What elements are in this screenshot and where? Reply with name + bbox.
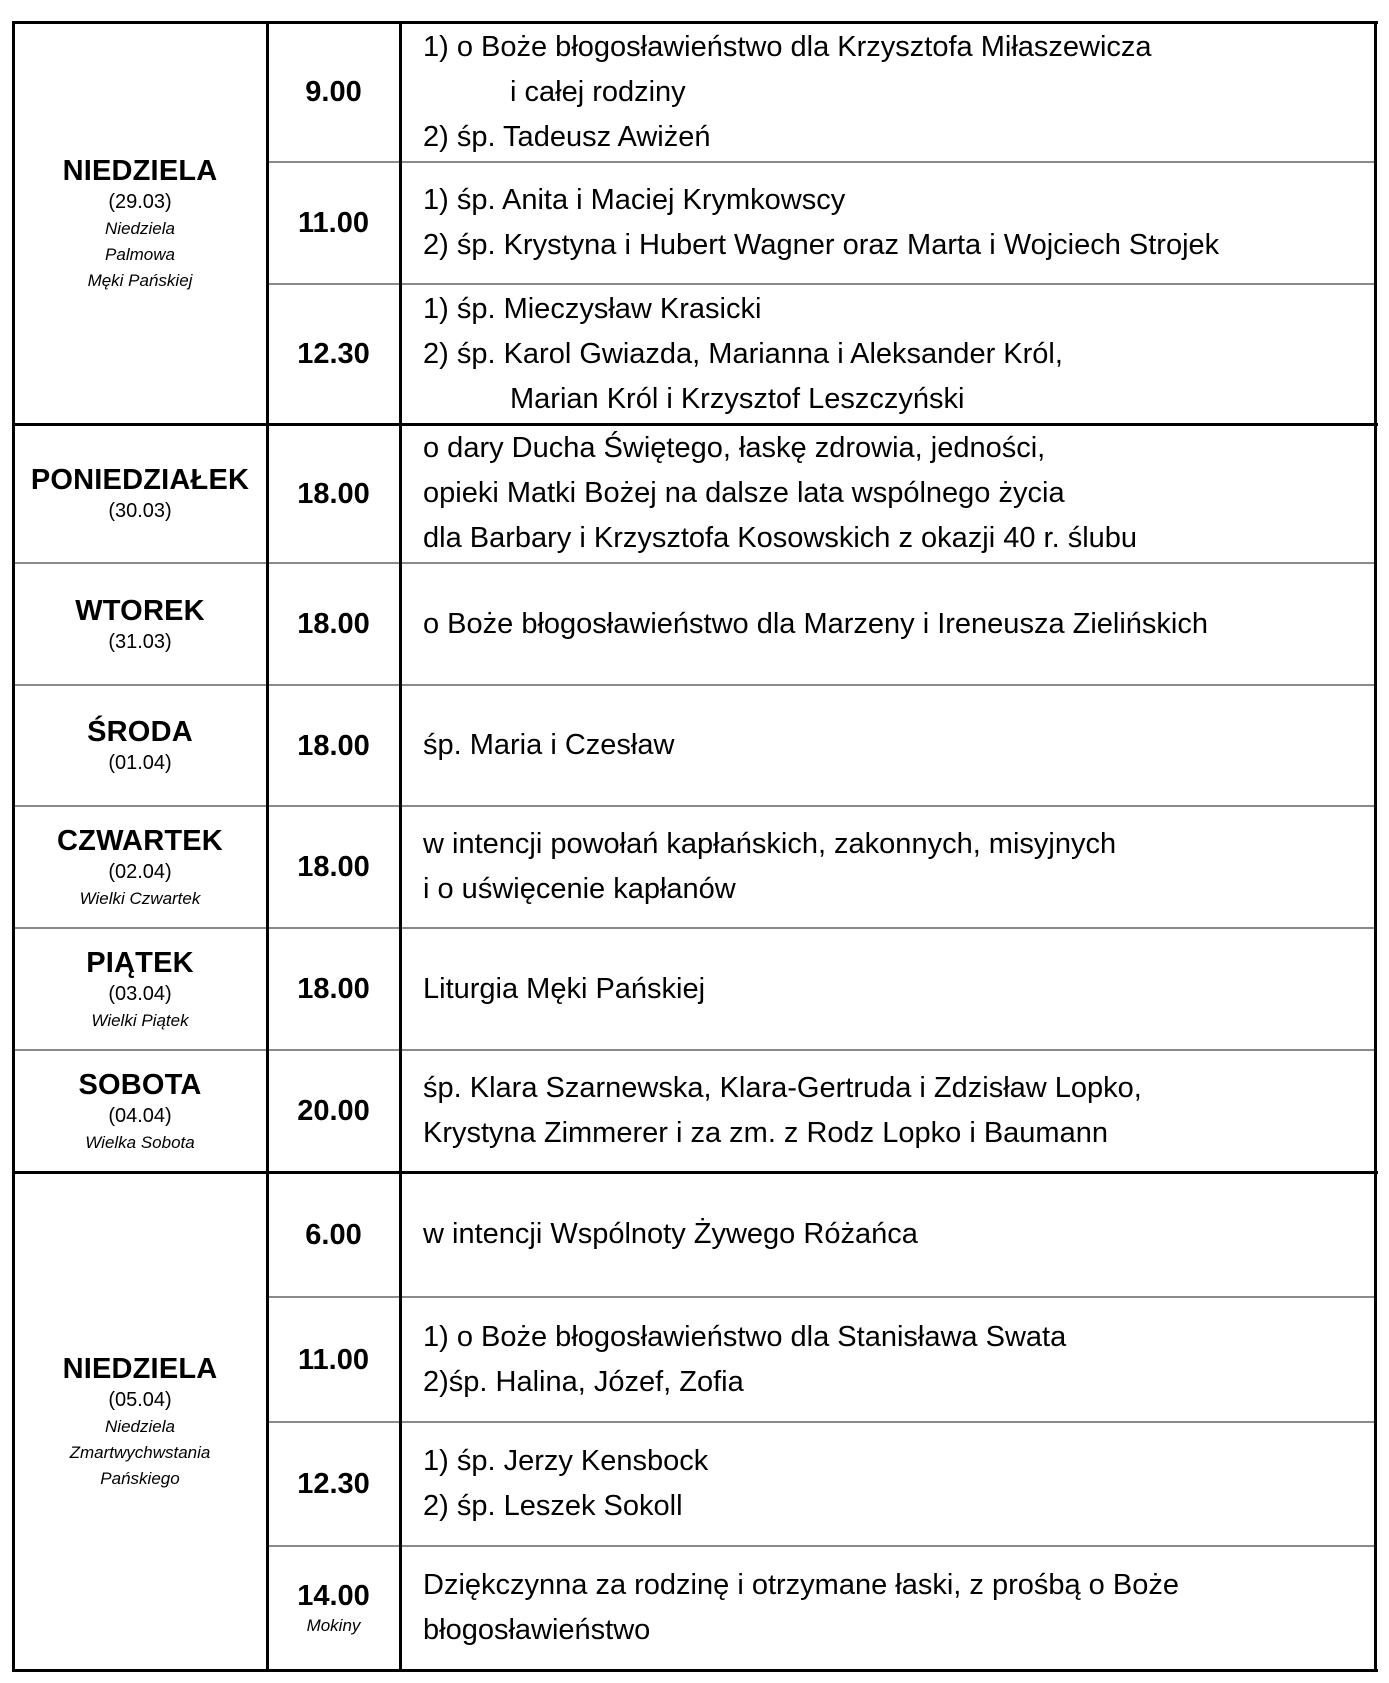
day-date: (02.04) [108, 860, 172, 883]
intention-cell [400, 685, 1375, 806]
intention-line: 1) śp. Anita i Maciej Krymkowscy [423, 184, 846, 216]
intention-line: błogosławieństwo [423, 1614, 651, 1646]
day-date: (03.04) [108, 982, 172, 1005]
day-date: (30.03) [108, 500, 172, 522]
intention-cell [400, 1422, 1375, 1546]
mass-time-cell [267, 928, 400, 1050]
intention-line: w intencji powołań kapłańskich, zakonnych, misyjnych [423, 828, 1117, 860]
intention-line: 2) śp. Karol Gwiazda, Marianna i Aleksander Król, [423, 337, 1063, 370]
liturgical-note: Pańskiego [100, 1468, 180, 1488]
mass-time-cell [267, 22, 400, 162]
mass-time: 18.00 [297, 851, 370, 883]
intention-line: 2) śp. Tadeusz Awiżeń [423, 120, 711, 153]
mass-time-cell [267, 685, 400, 806]
day-cell [13, 806, 267, 928]
day-divider [13, 927, 1375, 929]
mass-time: 18.00 [297, 477, 370, 510]
column-divider [399, 21, 402, 1672]
mass-time: 12.30 [297, 1468, 370, 1500]
day-name: NIEDZIELA [62, 154, 218, 187]
intention-line: i o uświęcenie kapłanów [423, 873, 736, 905]
day-name: CZWARTEK [57, 824, 223, 857]
day-name: SOBOTA [78, 1068, 202, 1101]
mass-time: 14.00 [297, 1580, 370, 1612]
day-cell [13, 685, 267, 806]
intention-cell [400, 1297, 1375, 1422]
intention-line: opieki Matki Bożej na dalsze lata wspólnego życia [423, 477, 1065, 509]
intention-line: i całej rodziny [510, 75, 686, 108]
intention-cell [400, 1050, 1375, 1172]
day-name: PIĄTEK [86, 946, 194, 979]
mass-time: 18.00 [297, 729, 370, 762]
intention-line: 1) śp. Mieczysław Krasicki [423, 292, 762, 325]
mass-time: 11.00 [298, 1343, 369, 1376]
intention-line: Liturgia Męki Pańskiej [423, 972, 706, 1005]
mass-time-cell [267, 1050, 400, 1172]
column-divider [266, 21, 269, 1672]
day-cell [13, 424, 267, 563]
day-cell [13, 928, 267, 1050]
intention-cell [400, 563, 1375, 685]
mass-time: 6.00 [305, 1218, 362, 1251]
intention-cell [400, 1172, 1375, 1297]
day-name: NIEDZIELA [62, 1352, 218, 1385]
day-divider [13, 562, 1375, 564]
liturgical-note: Wielki Czwartek [79, 888, 201, 908]
liturgical-note: Niedziela [105, 218, 175, 238]
mass-time-cell [267, 806, 400, 928]
intention-line: 2) śp. Leszek Sokoll [423, 1490, 683, 1522]
day-cell [13, 22, 267, 424]
section-divider [13, 21, 1378, 24]
intention-line: 2) śp. Krystyna i Hubert Wagner oraz Marta i Wojciech Strojek [423, 229, 1220, 261]
day-date: (01.04) [108, 752, 172, 774]
intention-cell [400, 806, 1375, 928]
day-name: PONIEDZIAŁEK [30, 464, 250, 496]
intention-cell [400, 928, 1375, 1050]
mass-time-cell [267, 1546, 400, 1670]
mass-time-cell [267, 162, 400, 284]
intention-line: Dziękczynna za rodzinę i otrzymane łaski, z prośbą o Boże [423, 1569, 1179, 1601]
intention-line: o Boże błogosławieństwo dla Marzeny i Ireneusza Zielińskich [423, 607, 1208, 640]
day-date: (31.03) [108, 630, 172, 653]
intention-line: w intencji Wspólnoty Żywego Różańca [423, 1218, 918, 1250]
mass-time-cell [267, 284, 400, 424]
mass-location: Mokiny [306, 1616, 361, 1635]
liturgical-note: Niedziela [105, 1416, 175, 1436]
intention-cell [400, 1546, 1375, 1670]
intention-line: śp. Maria i Czesław [423, 729, 675, 761]
day-name: WTOREK [75, 594, 205, 627]
mass-time-cell [267, 1172, 400, 1297]
row-divider [267, 1421, 1375, 1423]
section-divider [13, 1669, 1378, 1672]
liturgical-note: Wielka Sobota [85, 1132, 195, 1152]
liturgical-note: Wielki Piątek [91, 1010, 189, 1030]
intention-line: 2)śp. Halina, Józef, Zofia [423, 1365, 744, 1398]
row-divider [267, 161, 1375, 163]
mass-time: 18.00 [297, 608, 370, 640]
intention-cell [400, 284, 1375, 424]
day-date: (04.04) [108, 1104, 172, 1127]
intention-line: dla Barbary i Krzysztofa Kosowskich z okazji 40 r. ślubu [423, 522, 1138, 554]
row-divider [267, 1296, 1375, 1298]
day-divider [13, 805, 1375, 807]
day-cell [13, 563, 267, 685]
intention-line: 1) o Boże błogosławieństwo dla Stanisława Swata [423, 1320, 1067, 1353]
intention-line: o dary Ducha Świętego, łaskę zdrowia, jedności, [423, 432, 1046, 464]
liturgical-note: Męki Pańskiej [87, 270, 193, 290]
row-divider [267, 1545, 1375, 1547]
day-name: ŚRODA [87, 716, 193, 748]
mass-time: 20.00 [297, 1095, 370, 1127]
intention-line: Krystyna Zimmerer i za zm. z Rodz Lopko i Baumann [423, 1117, 1108, 1149]
mass-time: 11.00 [298, 207, 369, 239]
intention-cell [400, 162, 1375, 284]
intention-line: Marian Król i Krzysztof Leszczyński [510, 382, 965, 415]
column-divider [1374, 21, 1377, 1672]
row-divider [267, 283, 1375, 285]
section-divider [13, 1171, 1378, 1174]
section-divider [13, 423, 1378, 426]
intention-cell [400, 424, 1375, 563]
intention-line: śp. Klara Szarnewska, Klara-Gertruda i Zdzisław Lopko, [423, 1072, 1142, 1104]
day-date: (29.03) [108, 190, 172, 213]
intention-line: 1) o Boże błogosławieństwo dla Krzysztofa Miłaszewicza [423, 30, 1152, 63]
day-cell [13, 1172, 267, 1670]
mass-time: 18.00 [297, 973, 370, 1005]
liturgical-note: Palmowa [105, 244, 175, 264]
mass-time: 9.00 [305, 76, 362, 108]
mass-time-cell [267, 1297, 400, 1422]
day-date: (05.04) [108, 1388, 172, 1411]
column-divider [12, 21, 15, 1672]
liturgical-note: Zmartwychwstania [69, 1442, 211, 1462]
day-divider [13, 1049, 1375, 1051]
intention-line: 1) śp. Jerzy Kensbock [423, 1445, 709, 1477]
day-cell [13, 1050, 267, 1172]
mass-time-cell [267, 1422, 400, 1546]
mass-time-cell [267, 424, 400, 563]
mass-time: 12.30 [297, 338, 370, 370]
day-divider [13, 684, 1375, 686]
mass-time-cell [267, 563, 400, 685]
intention-cell [400, 22, 1375, 162]
